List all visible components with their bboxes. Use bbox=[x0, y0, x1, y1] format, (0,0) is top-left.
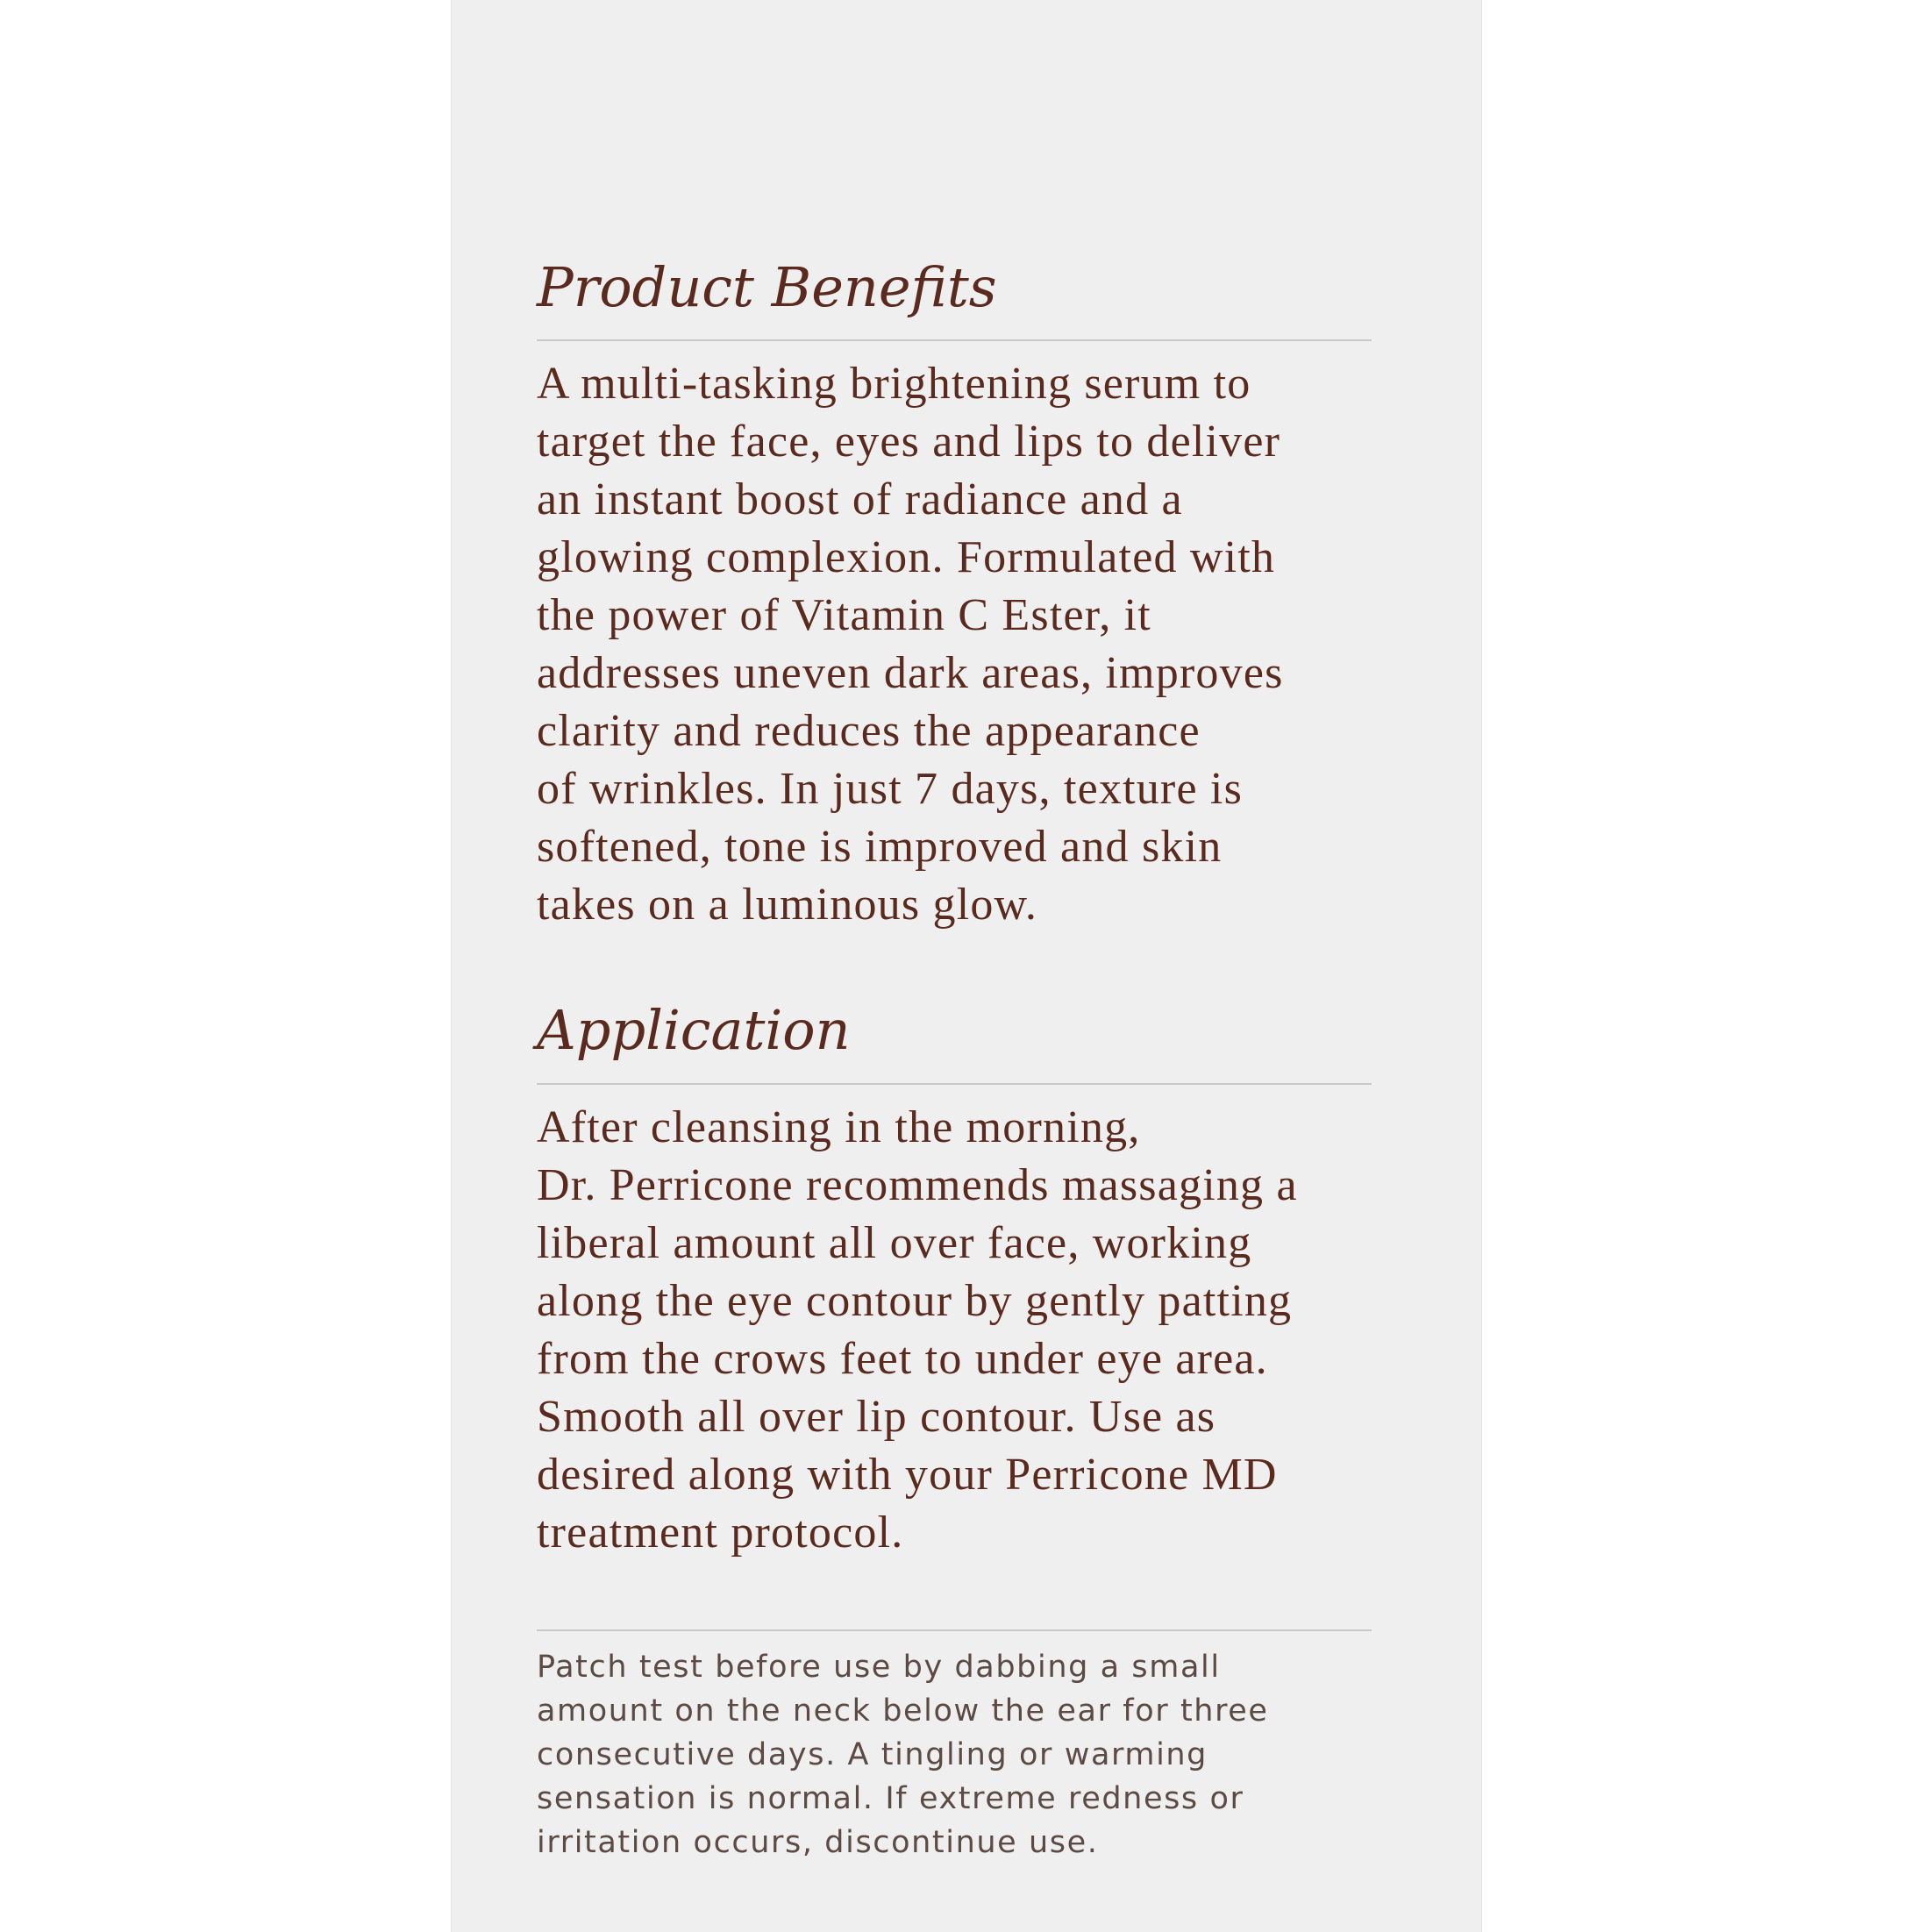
application-heading: Application bbox=[537, 998, 851, 1062]
product-benefits-heading: Product Benefits bbox=[537, 255, 997, 319]
application-text: After cleansing in the morning, Dr. Perricone recommends massaging a liberal amount all over face, working along the eye contour by gently patting from the crows feet to under eye area. Smooth all over lip contour. Use as desired along with your Perricone MD treatment protocol. bbox=[537, 1102, 1298, 1558]
patch-test-note: Patch test before use by dabbing a small amount on the neck below the ear for three consecutive days. A tingling or warming sensation is normal. If extreme redness or irritation occurs, discontinue use. bbox=[537, 1650, 1269, 1860]
package-panel bbox=[451, 0, 1482, 1932]
patch-test-divider bbox=[537, 1629, 1372, 1631]
product-benefits-divider bbox=[537, 339, 1372, 341]
application-divider bbox=[537, 1083, 1372, 1085]
product-benefits-text: A multi-tasking brightening serum to target the face, eyes and lips to deliver an instant boost of radiance and a glowing complexion. Formulated with the power of Vitamin C Ester, it addresses uneven dark areas, improves clarity and reduces the appearance of wrinkles. In just 7 days, texture is softened, tone is improved and skin takes on a luminous glow. bbox=[537, 359, 1284, 930]
